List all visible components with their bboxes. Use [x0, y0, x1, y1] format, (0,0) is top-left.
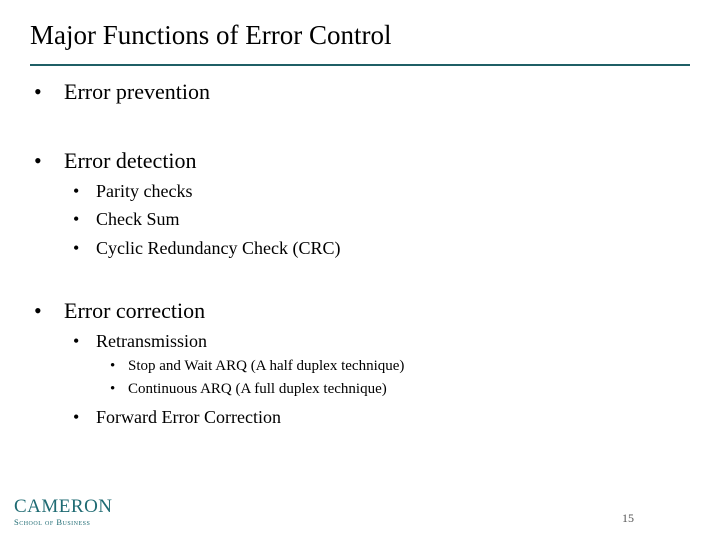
bullet-icon: • [73, 407, 80, 427]
bullet-icon: • [110, 381, 116, 397]
bullet-label: Error correction [64, 298, 206, 323]
sub-sub-item-continuous-arq [110, 380, 387, 399]
sub-sub-item-stop-and-wait-arq [110, 357, 404, 376]
bullet-item-error-prevention [34, 78, 210, 106]
sub-sub-item-label: Stop and Wait ARQ (A half duplex technique) [128, 358, 405, 374]
bullet-item-error-detection [34, 147, 197, 175]
bullet-icon: • [73, 331, 80, 351]
sub-item-label: Cyclic Redundancy Check (CRC) [96, 238, 341, 258]
bullet-label: Error prevention [64, 79, 210, 104]
sub-sub-item-label: Continuous ARQ (A full duplex technique) [128, 381, 387, 397]
slide-title: Major Functions of Error Control [30, 20, 392, 50]
sub-item-crc [73, 237, 340, 259]
sub-item-parity-checks [73, 180, 192, 202]
sub-item-retransmission [73, 330, 207, 352]
bullet-icon: • [73, 238, 80, 258]
bullet-label: Error detection [64, 148, 197, 173]
logo-subtitle: School of Business [14, 517, 91, 527]
title-divider [30, 64, 690, 66]
bullet-icon: • [34, 148, 42, 173]
sub-item-label: Parity checks [96, 181, 193, 201]
sub-item-forward-error-correction [73, 406, 281, 428]
bullet-icon: • [73, 181, 80, 201]
bullet-item-error-correction [34, 297, 205, 325]
bullet-icon: • [73, 209, 80, 229]
cameron-logo [14, 497, 113, 527]
bullet-icon: • [34, 298, 42, 323]
sub-item-label: Forward Error Correction [96, 407, 281, 427]
sub-item-label: Retransmission [96, 331, 207, 351]
bullet-icon: • [34, 79, 42, 104]
sub-item-label: Check Sum [96, 209, 180, 229]
bullet-icon: • [110, 358, 116, 374]
sub-item-check-sum [73, 208, 180, 230]
page-number: 15 [622, 511, 634, 525]
logo-name: CAMERON [14, 496, 113, 517]
